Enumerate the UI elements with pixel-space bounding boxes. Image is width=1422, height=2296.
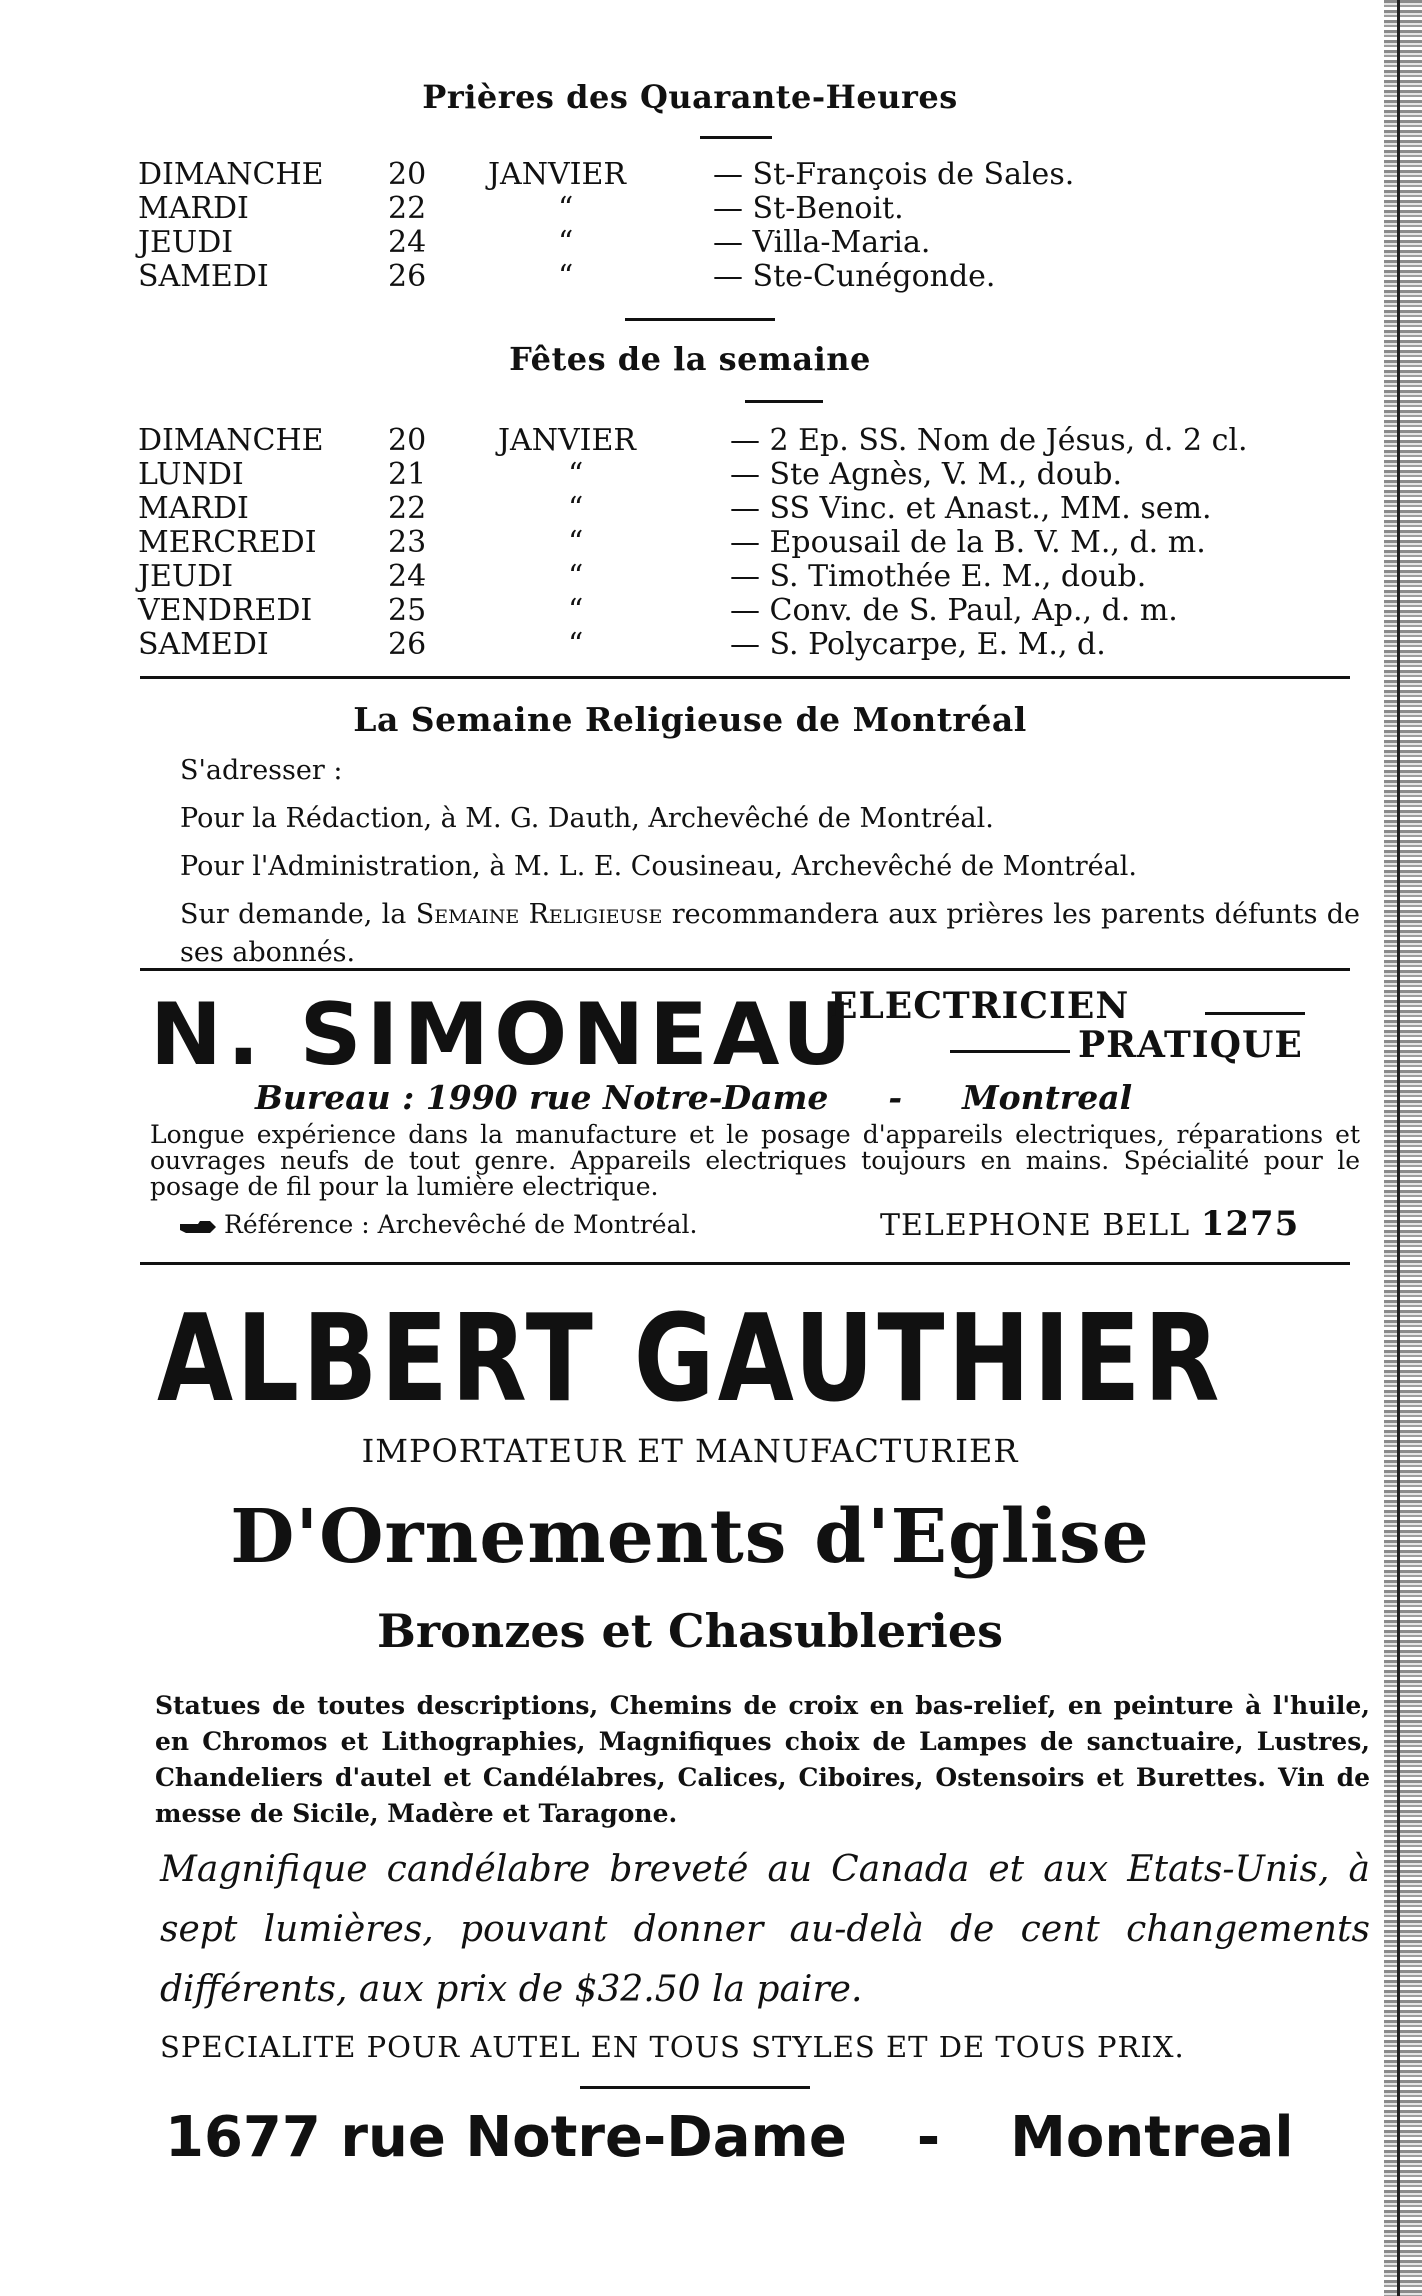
bureau-city: Montreal bbox=[962, 1078, 1133, 1117]
month-ditto: “ bbox=[568, 627, 584, 662]
fetes-row bbox=[138, 526, 1338, 560]
prieres-row bbox=[138, 192, 1338, 226]
day-number: 20 bbox=[388, 157, 427, 192]
month: JANVIER bbox=[498, 423, 636, 458]
reference-text: Référence : Archevêché de Montréal. bbox=[224, 1210, 698, 1239]
month-ditto: “ bbox=[568, 457, 584, 492]
feast: — S. Timothée E. M., doub. bbox=[730, 559, 1147, 594]
simoneau-telephone bbox=[880, 1204, 1299, 1244]
section-divider bbox=[625, 318, 775, 321]
day-number: 24 bbox=[388, 559, 427, 594]
semaine-title-wrap bbox=[0, 700, 1380, 739]
fetes-table bbox=[138, 424, 1338, 662]
feast: — Epousail de la B. V. M., d. m. bbox=[730, 525, 1206, 560]
gauthier-name: ALBERT GAUTHIER bbox=[157, 1290, 1223, 1429]
day-name: SAMEDI bbox=[138, 627, 269, 662]
demande-paragraph bbox=[180, 896, 1360, 972]
address-street: 1677 rue Notre-Dame bbox=[165, 2105, 847, 2170]
fetes-row bbox=[138, 594, 1338, 628]
telephone-label: TELEPHONE BELL bbox=[880, 1208, 1191, 1243]
prieres-table bbox=[138, 158, 1338, 294]
day-name: JEUDI bbox=[138, 225, 234, 260]
fetes-row bbox=[138, 458, 1338, 492]
section-divider bbox=[140, 1262, 1350, 1265]
gauthier-bronzes-wrap bbox=[0, 1604, 1380, 1658]
simoneau-description: Longue expérience dans la manufacture et le posage d'appareils electriques, réparations et ouvrages neufs de tout genre. Appareils electriques toujours en mains. Spécialité pour le posage de fil pour la lumière electrique. bbox=[150, 1120, 1360, 1201]
day-number: 22 bbox=[388, 191, 427, 226]
section-divider bbox=[140, 968, 1350, 971]
day-number: 20 bbox=[388, 423, 427, 458]
month-ditto: “ bbox=[568, 525, 584, 560]
demande-pre: Sur demande, la bbox=[180, 899, 407, 930]
prieres-row bbox=[138, 226, 1338, 260]
gauthier-name-wrap bbox=[0, 1290, 1380, 1429]
day-name: MARDI bbox=[138, 491, 249, 526]
fetes-title-rule bbox=[745, 400, 823, 403]
address-separator: - bbox=[916, 2105, 941, 2170]
month: JANVIER bbox=[488, 157, 626, 192]
day-name: JEUDI bbox=[138, 559, 234, 594]
fetes-section-title-wrap bbox=[0, 340, 1380, 378]
prieres-section-title-wrap bbox=[0, 78, 1380, 116]
gauthier-ornements-wrap bbox=[0, 1494, 1380, 1580]
day-number: 22 bbox=[388, 491, 427, 526]
page-edge-line bbox=[1397, 0, 1400, 2296]
fetes-title: Fêtes de la semaine bbox=[509, 340, 871, 378]
day-name: DIMANCHE bbox=[138, 423, 324, 458]
day-number: 24 bbox=[388, 225, 427, 260]
fetes-row bbox=[138, 424, 1338, 458]
feast: — SS Vinc. et Anast., MM. sem. bbox=[730, 491, 1212, 526]
gauthier-ornements: D'Ornements d'Eglise bbox=[230, 1494, 1150, 1580]
day-number: 25 bbox=[388, 593, 427, 628]
day-name: MARDI bbox=[138, 191, 249, 226]
month-ditto: “ bbox=[568, 559, 584, 594]
bureau-address: Bureau : 1990 rue Notre-Dame bbox=[255, 1078, 829, 1117]
redaction-line: Pour la Rédaction, à M. G. Dauth, Archevêché de Montréal. bbox=[180, 803, 994, 834]
bureau-separator: - bbox=[888, 1078, 903, 1117]
gauthier-statues: Statues de toutes descriptions, Chemins de croix en bas-relief, en peinture à l'huile, en Chromos et Lithographies, Magnifiques choix de Lampes de sanctuaire, Lustres, Chandeliers d'autel et Candélabres, Calices, Ciboires, Ostensoirs et Burettes. Vin de messe de Sicile, Madère et Taragone. bbox=[155, 1691, 1370, 1828]
prieres-row bbox=[138, 158, 1338, 192]
church: — St-Benoit. bbox=[713, 191, 904, 226]
day-name: SAMEDI bbox=[138, 259, 269, 294]
pointing-hand-icon bbox=[180, 1219, 216, 1235]
month-ditto: “ bbox=[568, 491, 584, 526]
day-number: 23 bbox=[388, 525, 427, 560]
month-ditto: “ bbox=[558, 191, 574, 226]
simoneau-name: N. SIMONEAU bbox=[150, 985, 857, 1085]
simoneau-electricien: ELECTRICIEN bbox=[830, 985, 1130, 1027]
feast: — S. Polycarpe, E. M., d. bbox=[730, 627, 1106, 662]
month-ditto: “ bbox=[568, 593, 584, 628]
day-name: LUNDI bbox=[138, 457, 244, 492]
simoneau-bureau bbox=[255, 1078, 1132, 1117]
day-number: 26 bbox=[388, 627, 427, 662]
church: — St-François de Sales. bbox=[713, 157, 1075, 192]
month-ditto: “ bbox=[558, 259, 574, 294]
day-number: 26 bbox=[388, 259, 427, 294]
fetes-row bbox=[138, 560, 1338, 594]
day-name: DIMANCHE bbox=[138, 157, 324, 192]
address-city: Montreal bbox=[1010, 2105, 1294, 2170]
day-number: 21 bbox=[388, 457, 427, 492]
section-divider bbox=[140, 676, 1350, 679]
church: — Ste-Cunégonde. bbox=[713, 259, 996, 294]
prieres-row bbox=[138, 260, 1338, 294]
simoneau-reference bbox=[180, 1210, 697, 1239]
gauthier-specialite: SPECIALITE POUR AUTEL EN TOUS STYLES ET DE TOUS PRIX. bbox=[160, 2030, 1185, 2064]
demande-post: recommandera aux prières les parents défunts de ses abonnés. bbox=[180, 899, 1361, 968]
address-label: S'adresser : bbox=[180, 755, 343, 786]
semaine-title: La Semaine Religieuse de Montréal bbox=[353, 700, 1027, 739]
month-ditto: “ bbox=[558, 225, 574, 260]
prieres-title-rule bbox=[700, 136, 772, 139]
fetes-row bbox=[138, 628, 1338, 662]
gauthier-candelabre: Magnifique candélabre breveté au Canada et aux Etats-Unis, à sept lumières, pouvant donner au-delà de cent changements différents, aux prix de $32.50 la paire. bbox=[160, 1849, 1370, 2010]
day-name: MERCREDI bbox=[138, 525, 317, 560]
simoneau-dash bbox=[1205, 1012, 1305, 1015]
day-name: VENDREDI bbox=[138, 593, 313, 628]
administration-line: Pour l'Administration, à M. L. E. Cousineau, Archevêché de Montréal. bbox=[180, 851, 1137, 882]
semaine-body bbox=[180, 752, 1360, 972]
gauthier-importateur-wrap bbox=[0, 1432, 1380, 1470]
fetes-row bbox=[138, 492, 1338, 526]
page-edge-binding bbox=[1384, 0, 1422, 2296]
prieres-title: Prières des Quarante-Heures bbox=[422, 78, 958, 116]
feast: — Ste Agnès, V. M., doub. bbox=[730, 457, 1122, 492]
gauthier-address bbox=[165, 2105, 1294, 2170]
simoneau-pratique: PRATIQUE bbox=[1078, 1024, 1303, 1066]
gauthier-importateur: IMPORTATEUR ET MANUFACTURIER bbox=[361, 1432, 1019, 1470]
gauthier-bronzes: Bronzes et Chasubleries bbox=[376, 1604, 1004, 1658]
simoneau-dash bbox=[950, 1050, 1070, 1053]
feast: — 2 Ep. SS. Nom de Jésus, d. 2 cl. bbox=[730, 423, 1248, 458]
church: — Villa-Maria. bbox=[713, 225, 931, 260]
telephone-number: 1275 bbox=[1200, 1204, 1300, 1244]
demande-publication: Semaine Religieuse bbox=[415, 899, 663, 930]
section-divider bbox=[580, 2086, 810, 2089]
feast: — Conv. de S. Paul, Ap., d. m. bbox=[730, 593, 1178, 628]
